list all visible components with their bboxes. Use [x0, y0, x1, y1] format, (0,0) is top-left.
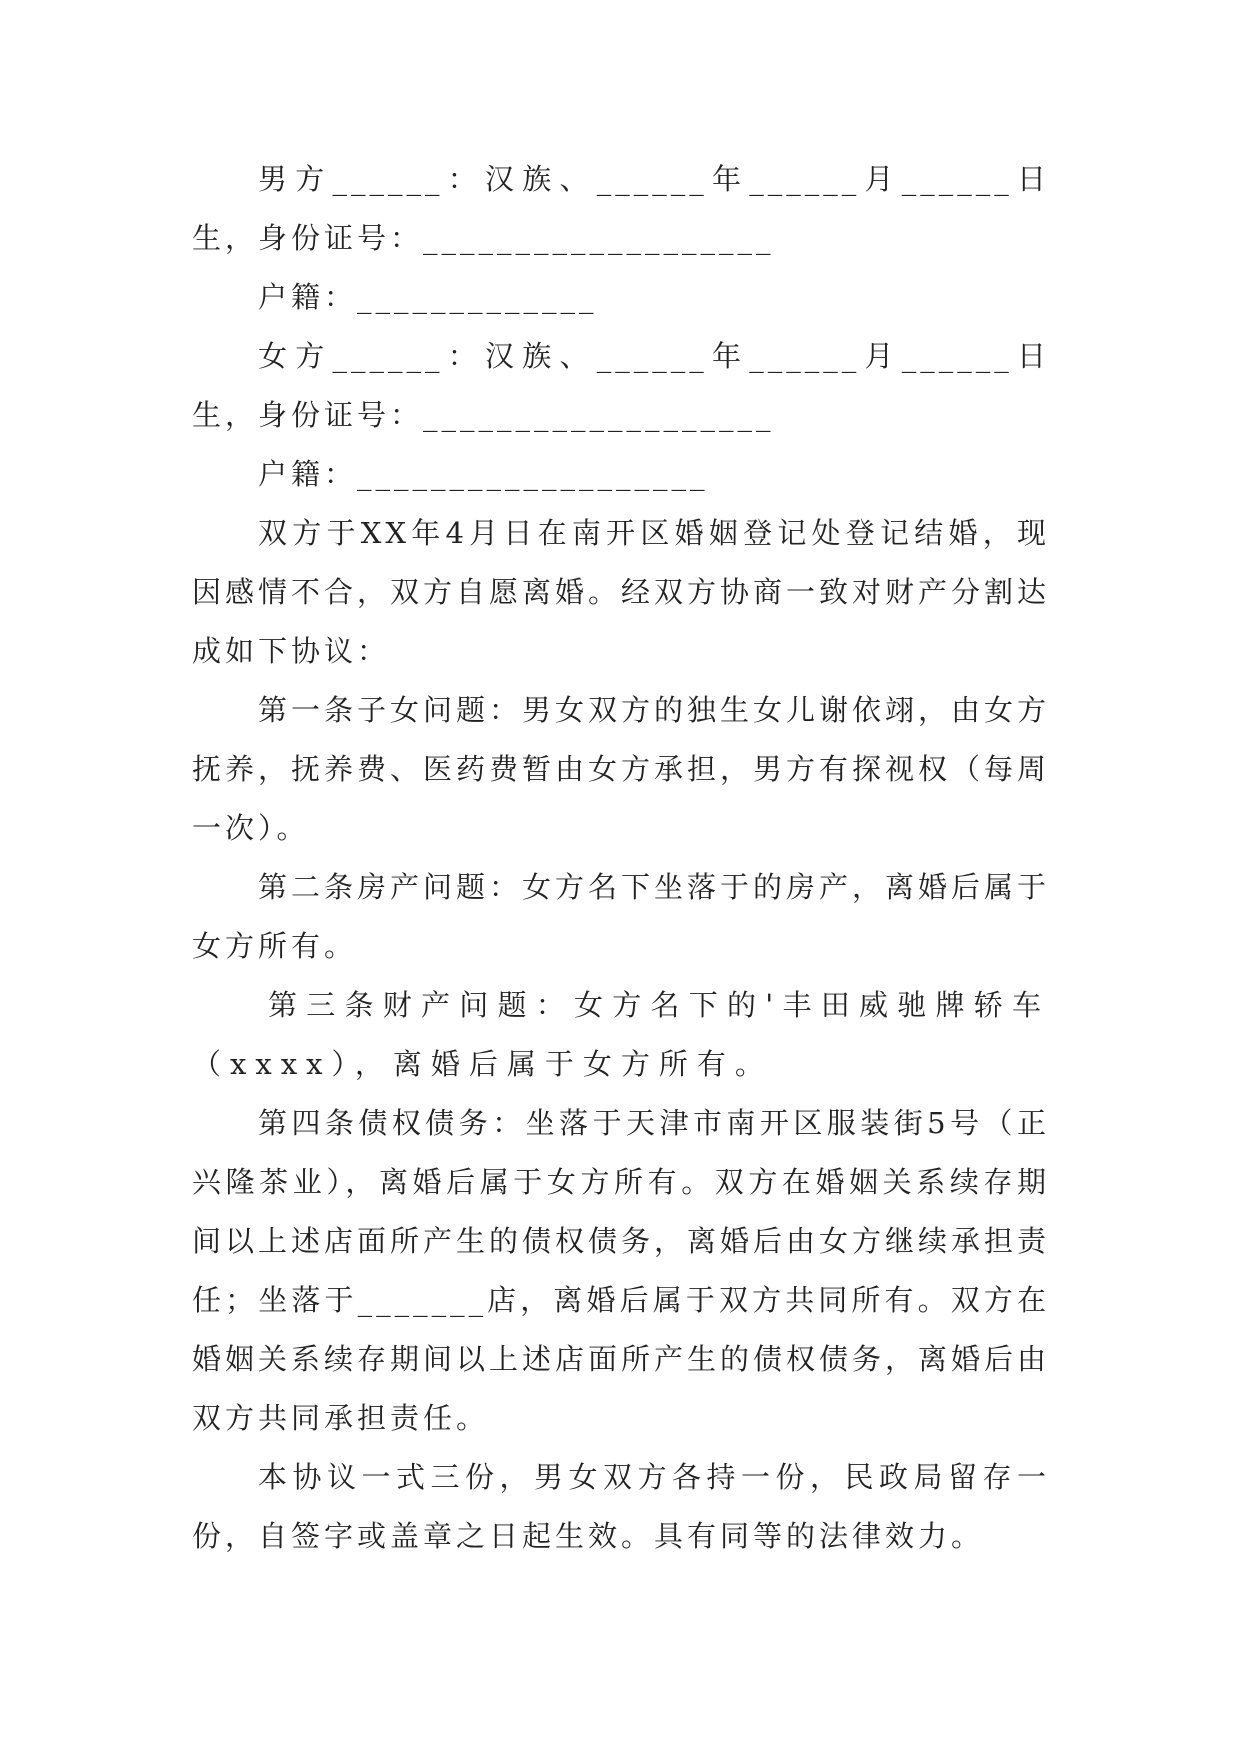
male-party-info-paragraph: 男方______：汉族、______年______月______日生，身份证号：___________________	[192, 162, 1050, 255]
female-household-registration-paragraph: 户籍：___________________	[258, 457, 709, 491]
agreement-copies-paragraph: 本协议一式三份，男女双方各持一份，民政局留存一份，自签字或盖章之日起生效。具有同等的法律效力。	[192, 1460, 1050, 1553]
male-household-registration-paragraph: 户籍：_____________	[258, 280, 598, 314]
article-1-children-paragraph: 第一条子女问题：男女双方的独生女儿谢依翊，由女方抚养，抚养费、医药费暂由女方承担，男方有探视权（每周一次）。	[192, 693, 1051, 845]
female-party-info-paragraph: 女方______：汉族、______年______月______日生，身份证号：___________________	[192, 339, 1050, 432]
marriage-background-paragraph: 双方于XX年4月日在南开区婚姻登记处登记结婚，现因感情不合，双方自愿离婚。经双方协商一致对财产分割达成如下协议：	[192, 516, 1051, 668]
article-4-debts-paragraph: 第四条债权债务：坐落于天津市南开区服装街5号（正兴隆茶业），离婚后属于女方所有。双方在婚姻关系续存期间以上述店面所产生的债权债务，离婚后由女方继续承担责任；坐落于_______店，离婚后属于双方共同所有。双方在婚姻关系续存期间以上述店面所产生的债权债务，离婚后由双方共同承担责任。	[192, 1106, 1051, 1435]
document-page	[192, 150, 1050, 1566]
article-3-property-paragraph: 第三条财产问题：女方名下的'丰田威驰牌轿车（xxxx），离婚后属于女方所有。	[192, 988, 1050, 1081]
article-2-real-estate-paragraph: 第二条房产问题：女方名下坐落于的房产，离婚后属于女方所有。	[192, 870, 1051, 963]
